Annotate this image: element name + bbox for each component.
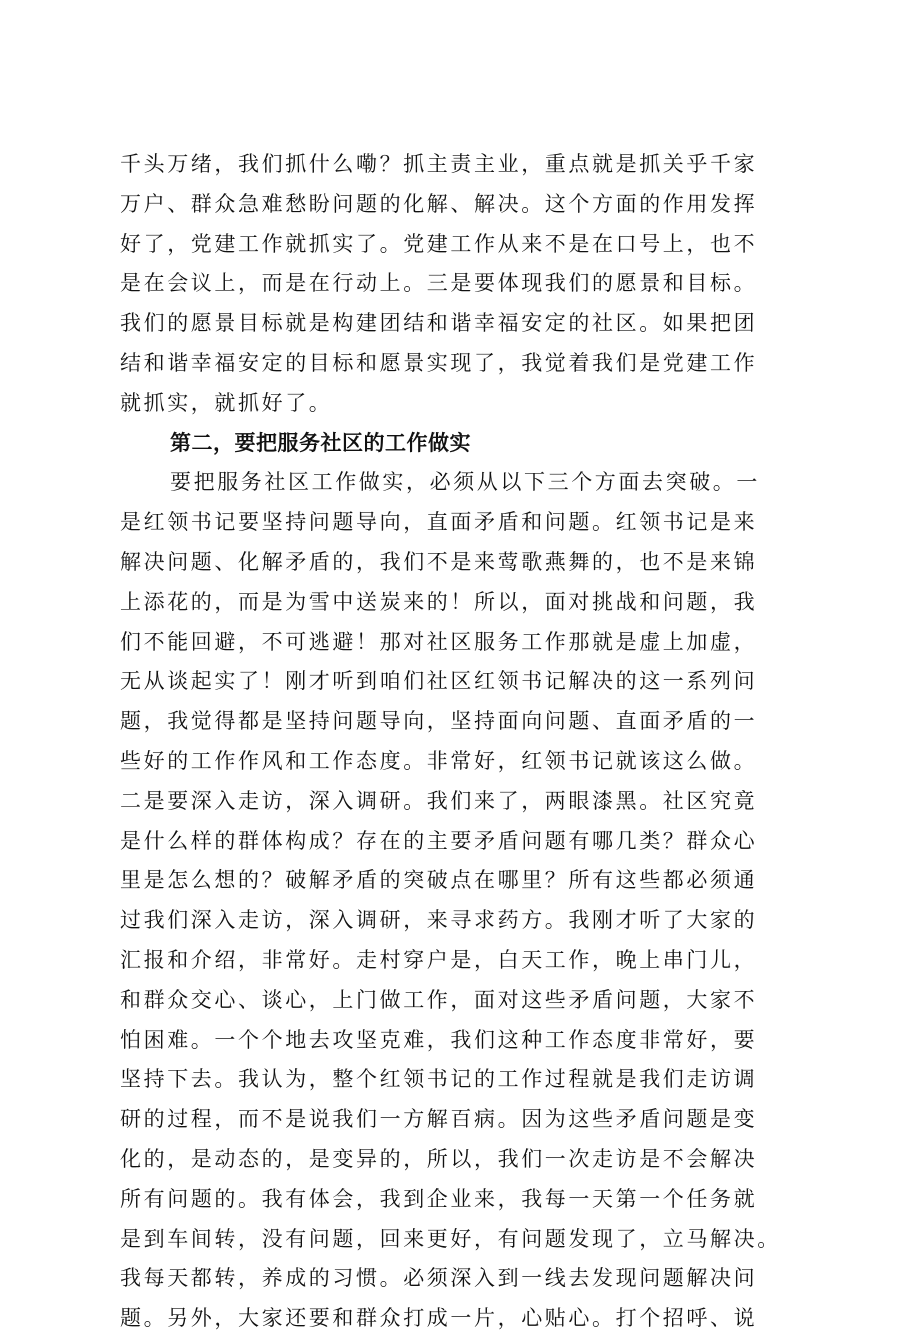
body-line-15: 题，我觉得都是坚持问题导向，坚持面向问题、直面矛盾的一 — [120, 709, 758, 734]
body-line-24: 坚持下去。我认为，整个红领书记的工作过程就是我们走访调 — [120, 1067, 758, 1092]
section-heading: 第二，要把服务社区的工作做实 — [170, 430, 471, 455]
body-line-16: 些好的工作作风和工作态度。非常好，红领书记就该这么做。 — [120, 748, 758, 773]
body-line-3: 好了，党建工作就抓实了。党建工作从来不是在口号上，也不 — [120, 231, 758, 256]
body-line-7: 就抓实，就抓好了。 — [120, 390, 333, 415]
body-line-27: 所有问题的。我有体会，我到企业来，我每一天第一个任务就 — [120, 1186, 758, 1211]
body-line-19: 里是怎么想的？破解矛盾的突破点在哪里？所有这些都必须通 — [120, 868, 758, 893]
body-line-26: 化的，是动态的，是变异的，所以，我们一次走访是不会解决 — [120, 1146, 758, 1171]
paragraph-first-line: 要把服务社区工作做实，必须从以下三个方面去突破。一 — [170, 470, 760, 495]
body-line-10: 是红领书记要坚持问题导向，直面矛盾和问题。红领书记是来 — [120, 510, 758, 535]
body-line-28: 是到车间转，没有问题，回来更好，有问题发现了，立马解决。 — [120, 1226, 781, 1251]
body-line-1: 千头万绪，我们抓什么嘞？抓主责主业，重点就是抓关乎千家 — [120, 152, 758, 176]
body-line-30: 题。另外，大家还要和群众打成一片，心贴心。打个招呼、说 — [120, 1306, 758, 1331]
body-line-25: 研的过程，而不是说我们一方解百病。因为这些矛盾问题是变 — [120, 1107, 758, 1132]
body-line-2: 万户、群众急难愁盼问题的化解、解决。这个方面的作用发挥 — [120, 191, 758, 216]
body-line-14: 无从谈起实了！刚才听到咱们社区红领书记解决的这一系列问 — [120, 669, 758, 694]
body-line-17: 二是要深入走访，深入调研。我们来了，两眼漆黑。社区究竟 — [120, 788, 758, 813]
document-body — [120, 145, 820, 1339]
body-line-11: 解决问题、化解矛盾的，我们不是来莺歌燕舞的，也不是来锦 — [120, 549, 758, 574]
body-line-13: 们不能回避，不可逃避！那对社区服务工作那就是虚上加虚， — [120, 629, 758, 654]
body-line-23: 怕困难。一个个地去攻坚克难，我们这种工作态度非常好，要 — [120, 1027, 758, 1052]
body-line-29: 我每天都转，养成的习惯。必须深入到一线去发现问题解决问 — [120, 1266, 758, 1291]
body-line-12: 上添花的，而是为雪中送炭来的！所以，面对挑战和问题，我 — [120, 589, 758, 614]
body-line-20: 过我们深入走访，深入调研，来寻求药方。我刚才听了大家的 — [120, 908, 758, 933]
body-line-22: 和群众交心、谈心，上门做工作，面对这些矛盾问题，大家不 — [120, 987, 758, 1012]
body-line-21: 汇报和介绍，非常好。走村穿户是，白天工作，晚上串门儿， — [120, 947, 758, 972]
body-line-4: 是在会议上，而是在行动上。三是要体现我们的愿景和目标。 — [120, 271, 758, 296]
body-line-6: 结和谐幸福安定的目标和愿景实现了，我觉着我们是党建工作 — [120, 350, 758, 375]
body-line-18: 是什么样的群体构成？存在的主要矛盾问题有哪几类？群众心 — [120, 828, 758, 853]
body-line-5: 我们的愿景目标就是构建团结和谐幸福安定的社区。如果把团 — [120, 311, 758, 336]
